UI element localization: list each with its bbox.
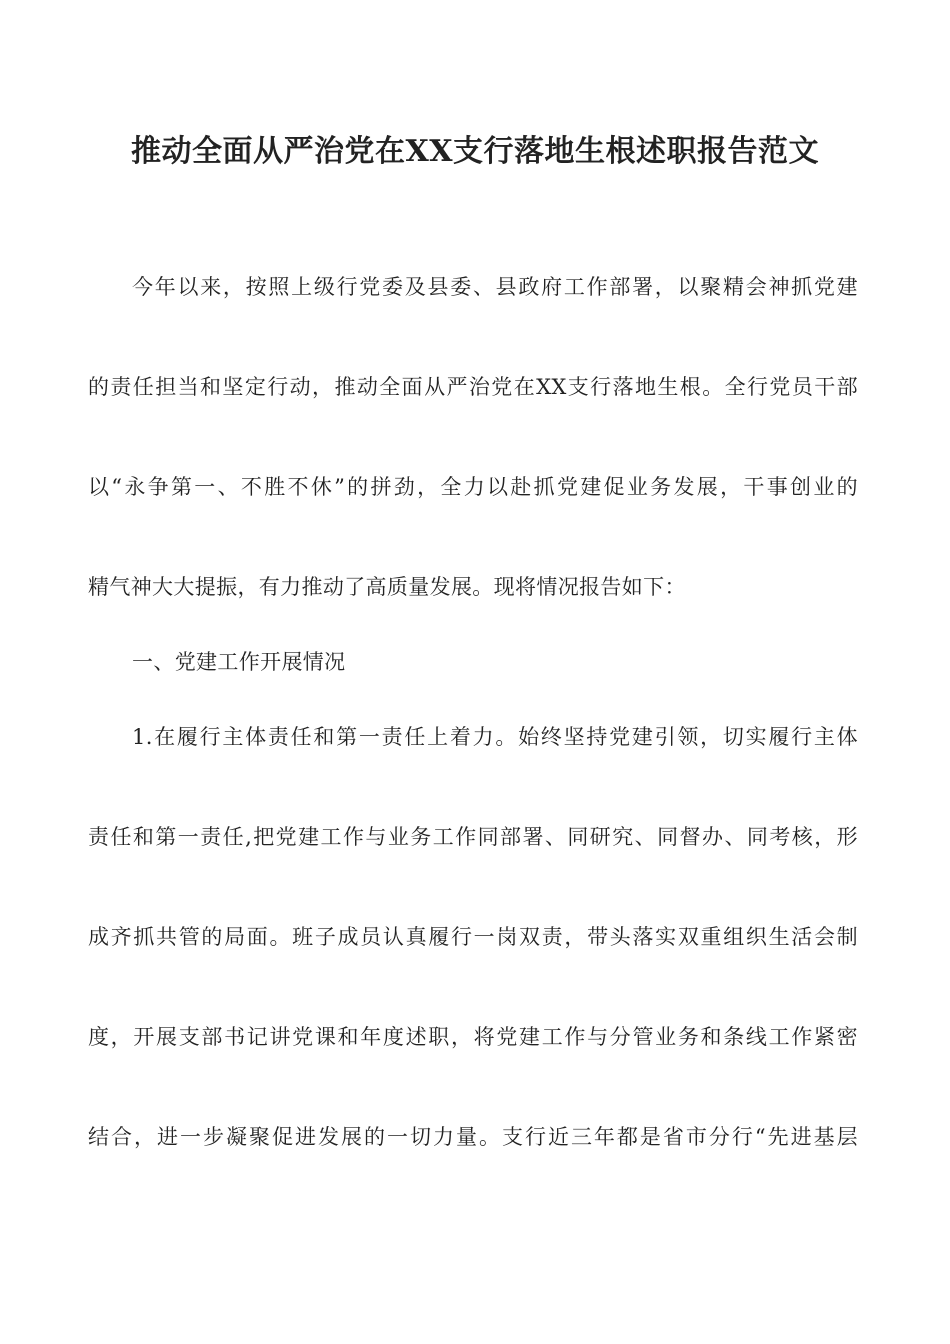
paragraph-line: 精气神大大提振，有力推动了高质量发展。现将情况报告如下： bbox=[88, 575, 686, 599]
paragraph-line: 责任和第一责任,把党建工作与业务工作同部署、同研究、同督办、同考核，形 bbox=[88, 825, 858, 849]
paragraph-line: 度，开展支部书记讲党课和年度述职，将党建工作与分管业务和条线工作紧密 bbox=[88, 1025, 858, 1049]
document-title: 推动全面从严治党在XX支行落地生根述职报告范文 bbox=[130, 134, 820, 169]
section-heading: 一、党建工作开展情况 bbox=[132, 650, 346, 674]
paragraph-line: 今年以来，按照上级行党委及县委、县政府工作部署，以聚精会神抓党建 bbox=[132, 275, 858, 299]
paragraph-line: 成齐抓共管的局面。班子成员认真履行一岗双责，带头落实双重组织生活会制 bbox=[88, 925, 858, 949]
paragraph-line: 以“永争第一、不胜不休”的拼劲，全力以赴抓党建促业务发展，干事创业的 bbox=[88, 475, 858, 499]
paragraph-line: 1.在履行主体责任和第一责任上着力。始终坚持党建引领，切实履行主体 bbox=[132, 725, 858, 749]
paragraph-line: 的责任担当和坚定行动，推动全面从严治党在XX支行落地生根。全行党员干部 bbox=[88, 375, 858, 399]
paragraph-line: 结合，进一步凝聚促进发展的一切力量。支行近三年都是省市分行“先进基层 bbox=[88, 1125, 858, 1149]
